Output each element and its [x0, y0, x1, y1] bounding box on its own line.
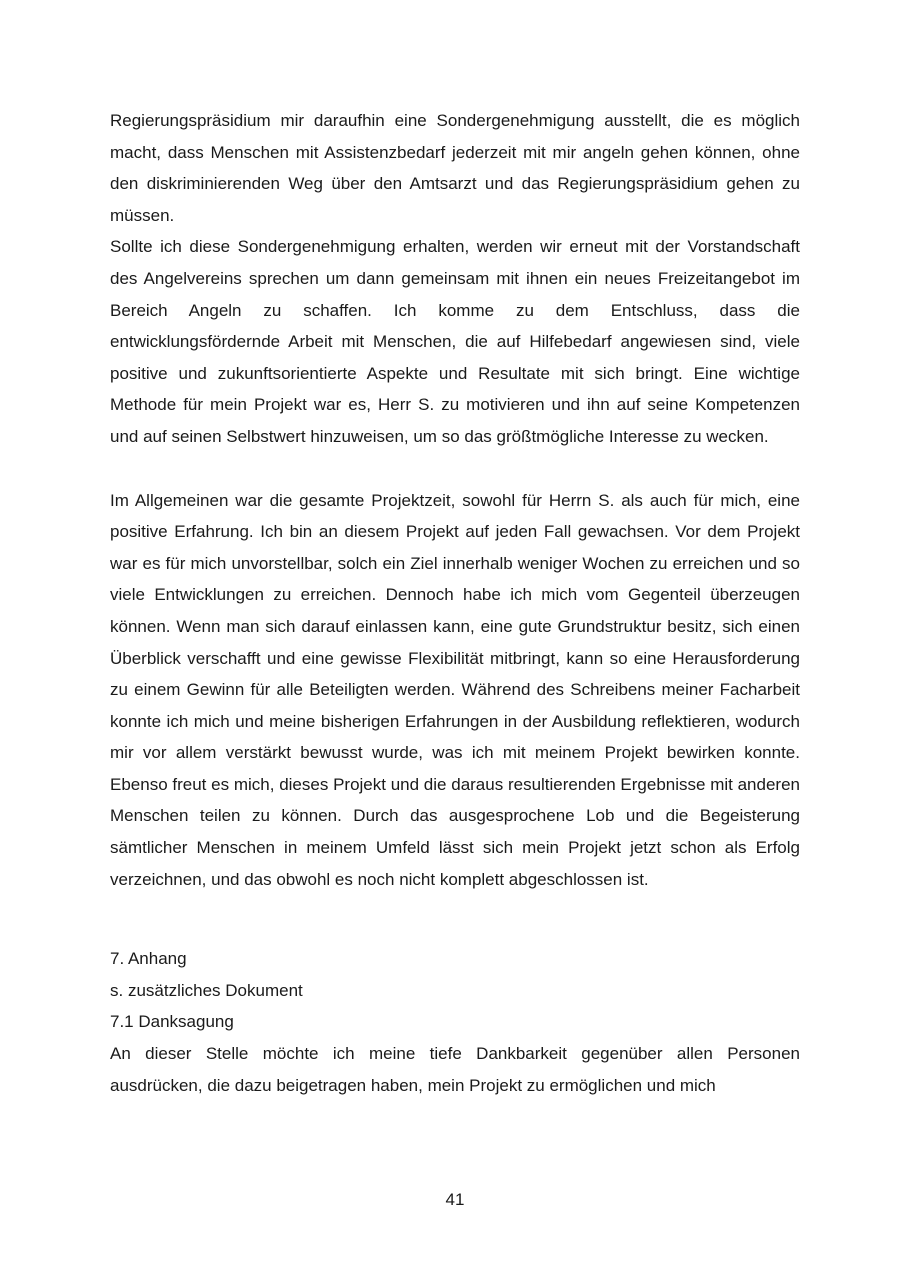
heading-anhang: 7. Anhang [110, 949, 187, 969]
paragraph-sondergenehmigung: Regierungspräsidium mir daraufhin eine Sondergenehmigung ausstellt, die es möglich macht, dass Menschen mit Assistenzbedarf jederzeit mit mir angeln gehen können, ohne den diskriminierenden Weg über den Amtsarzt und das Regierungspräsidium gehen zu müssen. [110, 111, 800, 225]
paragraph-danksagung: An dieser Stelle möchte ich meine tiefe Dankbarkeit gegenüber allen Personen ausdrücken, die dazu beigetragen haben, mein Projekt zu ermöglichen und mich [110, 1044, 800, 1095]
page-body [110, 105, 800, 1101]
paragraph-angelverein: Sollte ich diese Sondergenehmigung erhalten, werden wir erneut mit der Vorstandschaft des Angelvereins sprechen um dann gemeinsam mit ihnen ein neues Freizeitangebot im Bereich Angeln zu schaffen. Ich komme zu dem Entschluss, dass die entwicklungsfördernde Arbeit mit Menschen, die auf Hilfebedarf angewiesen sind, viele positive und zukunftsorientierte Aspekte und Resultate mit sich bringt. Eine wichtige Methode für mein Projekt war es, Herr S. zu motivieren und ihn auf seine Kompetenzen und auf seinen Selbstwert hinzuweisen, um so das größtmögliche Interesse zu wecken. [110, 237, 800, 446]
heading-danksagung: 7.1 Danksagung [110, 1012, 234, 1032]
paragraph-fazit: Im Allgemeinen war die gesamte Projektzeit, sowohl für Herrn S. als auch für mich, eine positive Erfahrung. Ich bin an diesem Projekt auf jeden Fall gewachsen. Vor dem Projekt war es für mich unvorstellbar, solch ein Ziel innerhalb weniger Wochen zu erreichen und so viele Entwicklungen zu erreichen. Dennoch habe ich mich vom Gegenteil überzeugen können. Wenn man sich darauf einlassen kann, eine gute Grundstruktur besitz, sich einen Überblick verschafft und eine gewisse Flexibilität mitbringt, kann so eine Herausforderung zu einem Gewinn für alle Beteiligten werden. Während des Schreibens meiner Facharbeit konnte ich mich und meine bisherigen Erfahrungen in der Ausbildung reflektieren, wodurch mir vor allem verstärkt bewusst wurde, was ich mit meinem Projekt bewirken konnte. Ebenso freut es mich, dieses Projekt und die daraus resultierenden Ergebnisse mit anderen Menschen teilen zu können. Durch das ausgesprochene Lob und die Begeisterung sämtlicher Menschen in meinem Umfeld lässt sich mein Projekt jetzt schon als Erfolg verzeichnen, und das obwohl es noch nicht komplett abgeschlossen ist. [110, 490, 800, 889]
page-number: 41 [445, 1190, 465, 1209]
section-spacer [110, 895, 800, 943]
anhang-text: s. zusätzliches Dokument [110, 980, 303, 1000]
paragraph-spacer [110, 453, 800, 485]
